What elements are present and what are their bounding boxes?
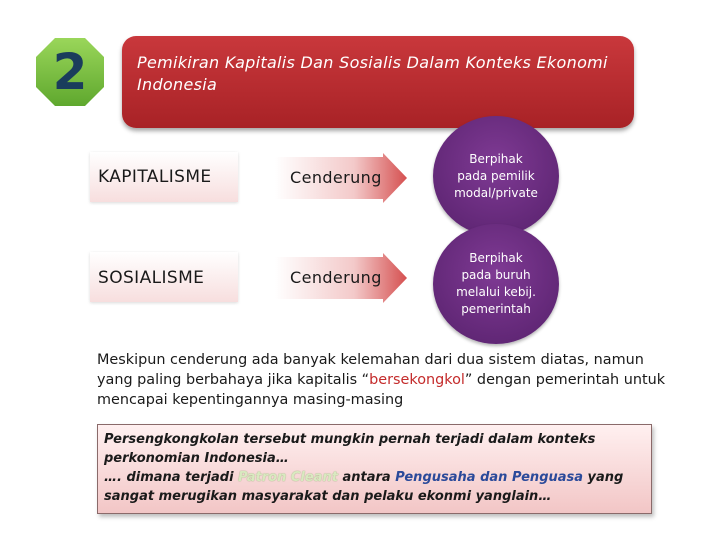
pengusaha-term: Pengusaha (395, 470, 476, 485)
note-line-3-end: yang (583, 470, 624, 485)
note-line-2: perkonomian Indonesia… (104, 451, 289, 466)
step-number-badge (34, 36, 106, 108)
badge-number: 2 (52, 43, 88, 101)
note-line-1: Persengkongkolan tersebut mungkin pernah terjadi dalam konteks (104, 432, 596, 447)
title-line-2: Indonesia (137, 75, 218, 94)
note-box (97, 424, 652, 514)
sosialisme-label: SOSIALISME (98, 268, 205, 288)
paragraph-part-2: ” dengan pemerintah untuk mencapai kepentingannya masing-masing (97, 372, 666, 408)
note-line-3-start: …. dimana terjadi (104, 470, 239, 485)
paragraph-highlight: bersekongkol (369, 372, 465, 388)
note-line-3-antara: antara (337, 470, 396, 485)
note-line-4: sangat merugikan masyarakat dan pelaku ekonmi yanglain… (104, 489, 552, 504)
result-text-1: Berpihak pada pemilik modal/private (454, 151, 538, 200)
result-circle-1 (433, 116, 559, 236)
title-box (122, 36, 634, 128)
patron-cleant-term: Patron Cleant (238, 470, 338, 485)
paragraph-part-1: Meskipun cenderung ada banyak kelemahan dari dua sistem diatas, namun yang paling berbahaya jika kapitalis “ (97, 352, 644, 388)
note-line-3 (104, 468, 645, 487)
cenderung-label-1: Cenderung (290, 168, 382, 187)
result-text-2: Berpihak pada buruh melalui kebij. pemerintah (456, 251, 536, 316)
kapitalisme-label: KAPITALISME (98, 167, 212, 187)
cenderung-label-2: Cenderung (290, 268, 382, 287)
result-circle-2 (433, 224, 559, 344)
explanation-paragraph (97, 350, 667, 410)
title-line-1: Pemikiran Kapitalis Dan Sosialis Dalam Konteks Ekonomi (137, 53, 608, 72)
penguasa-term: Penguasa (511, 470, 584, 485)
note-line-3-dan: dan (475, 470, 512, 485)
